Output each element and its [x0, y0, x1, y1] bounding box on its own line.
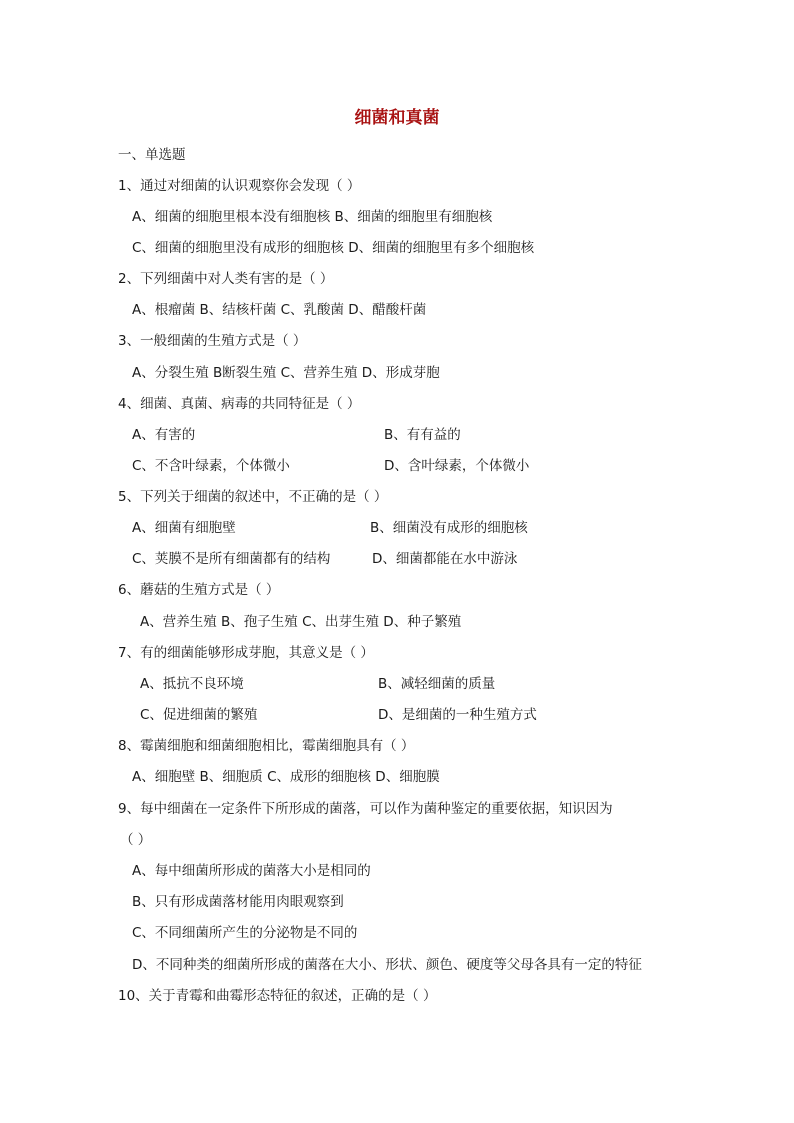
- question-9-option-a: A、每中细菌所形成的菌落大小是相同的: [132, 863, 371, 879]
- question-9-option-d: D、不同种类的细菌所形成的菌落在大小、形状、颜色、硬度等父母各具有一定的特征: [132, 957, 642, 973]
- question-stem-3: 3、一般细菌的生殖方式是（ ）: [118, 333, 307, 349]
- question-5-option-d: D、细菌都能在水中游泳: [372, 551, 518, 567]
- section-heading: 一、单选题: [118, 147, 186, 163]
- question-3-options: A、分裂生殖 B断裂生殖 C、营养生殖 D、形成芽胞: [132, 365, 440, 381]
- question-stem-2: 2、下列细菌中对人类有害的是（ ）: [118, 271, 334, 287]
- question-8-options: A、细胞壁 B、细胞质 C、成形的细胞核 D、细胞膜: [132, 769, 440, 785]
- document-title: 细菌和真菌: [354, 108, 440, 128]
- question-stem-4: 4、细菌、真菌、病毒的共同特征是（ ）: [118, 396, 361, 412]
- question-9-option-b: B、只有形成菌落材能用肉眼观察到: [132, 894, 344, 910]
- question-9-option-c: C、不同细菌所产生的分泌物是不同的: [132, 925, 358, 941]
- question-stem-7: 7、有的细菌能够形成芽胞，其意义是（ ）: [118, 645, 374, 661]
- question-6-options: A、营养生殖 B、孢子生殖 C、出芽生殖 D、种子繁殖: [140, 614, 462, 630]
- question-stem-9: 9、每中细菌在一定条件下所形成的菌落，可以作为菌种鉴定的重要依据，知识因为: [118, 801, 613, 817]
- question-1-options-row2: C、细菌的细胞里没有成形的细胞核 D、细菌的细胞里有多个细胞核: [132, 240, 535, 256]
- question-7-option-c: C、促进细菌的繁殖: [140, 707, 258, 723]
- question-9-stem-continuation: （ ）: [120, 832, 152, 848]
- question-1-options-row1: A、细菌的细胞里根本没有细胞核 B、细菌的细胞里有细胞核: [132, 209, 493, 225]
- question-5-option-a: A、细菌有细胞壁: [132, 520, 236, 536]
- question-4-option-d: D、含叶绿素，个体微小: [384, 458, 530, 474]
- question-4-option-a: A、有害的: [132, 427, 196, 443]
- question-5-option-b: B、细菌没有成形的细胞核: [370, 520, 528, 536]
- question-4-option-c: C、不含叶绿素，个体微小: [132, 458, 290, 474]
- question-stem-5: 5、下列关于细菌的叙述中，不正确的是（ ）: [118, 489, 388, 505]
- question-5-option-c: C、荚膜不是所有细菌都有的结构: [132, 551, 331, 567]
- question-stem-1: 1、通过对细菌的认识观察你会发现（ ）: [118, 178, 361, 194]
- question-7-option-b: B、减轻细菌的质量: [378, 676, 496, 692]
- question-7-option-d: D、是细菌的一种生殖方式: [378, 707, 537, 723]
- question-stem-6: 6、蘑菇的生殖方式是（ ）: [118, 582, 280, 598]
- question-2-options: A、根瘤菌 B、结核杆菌 C、乳酸菌 D、醋酸杆菌: [132, 302, 427, 318]
- question-7-option-a: A、抵抗不良环境: [140, 676, 244, 692]
- question-stem-8: 8、霉菌细胞和细菌细胞相比，霉菌细胞具有（ ）: [118, 738, 415, 754]
- question-stem-10: 10、关于青霉和曲霉形态特征的叙述，正确的是（ ）: [118, 988, 437, 1004]
- question-4-option-b: B、有有益的: [384, 427, 461, 443]
